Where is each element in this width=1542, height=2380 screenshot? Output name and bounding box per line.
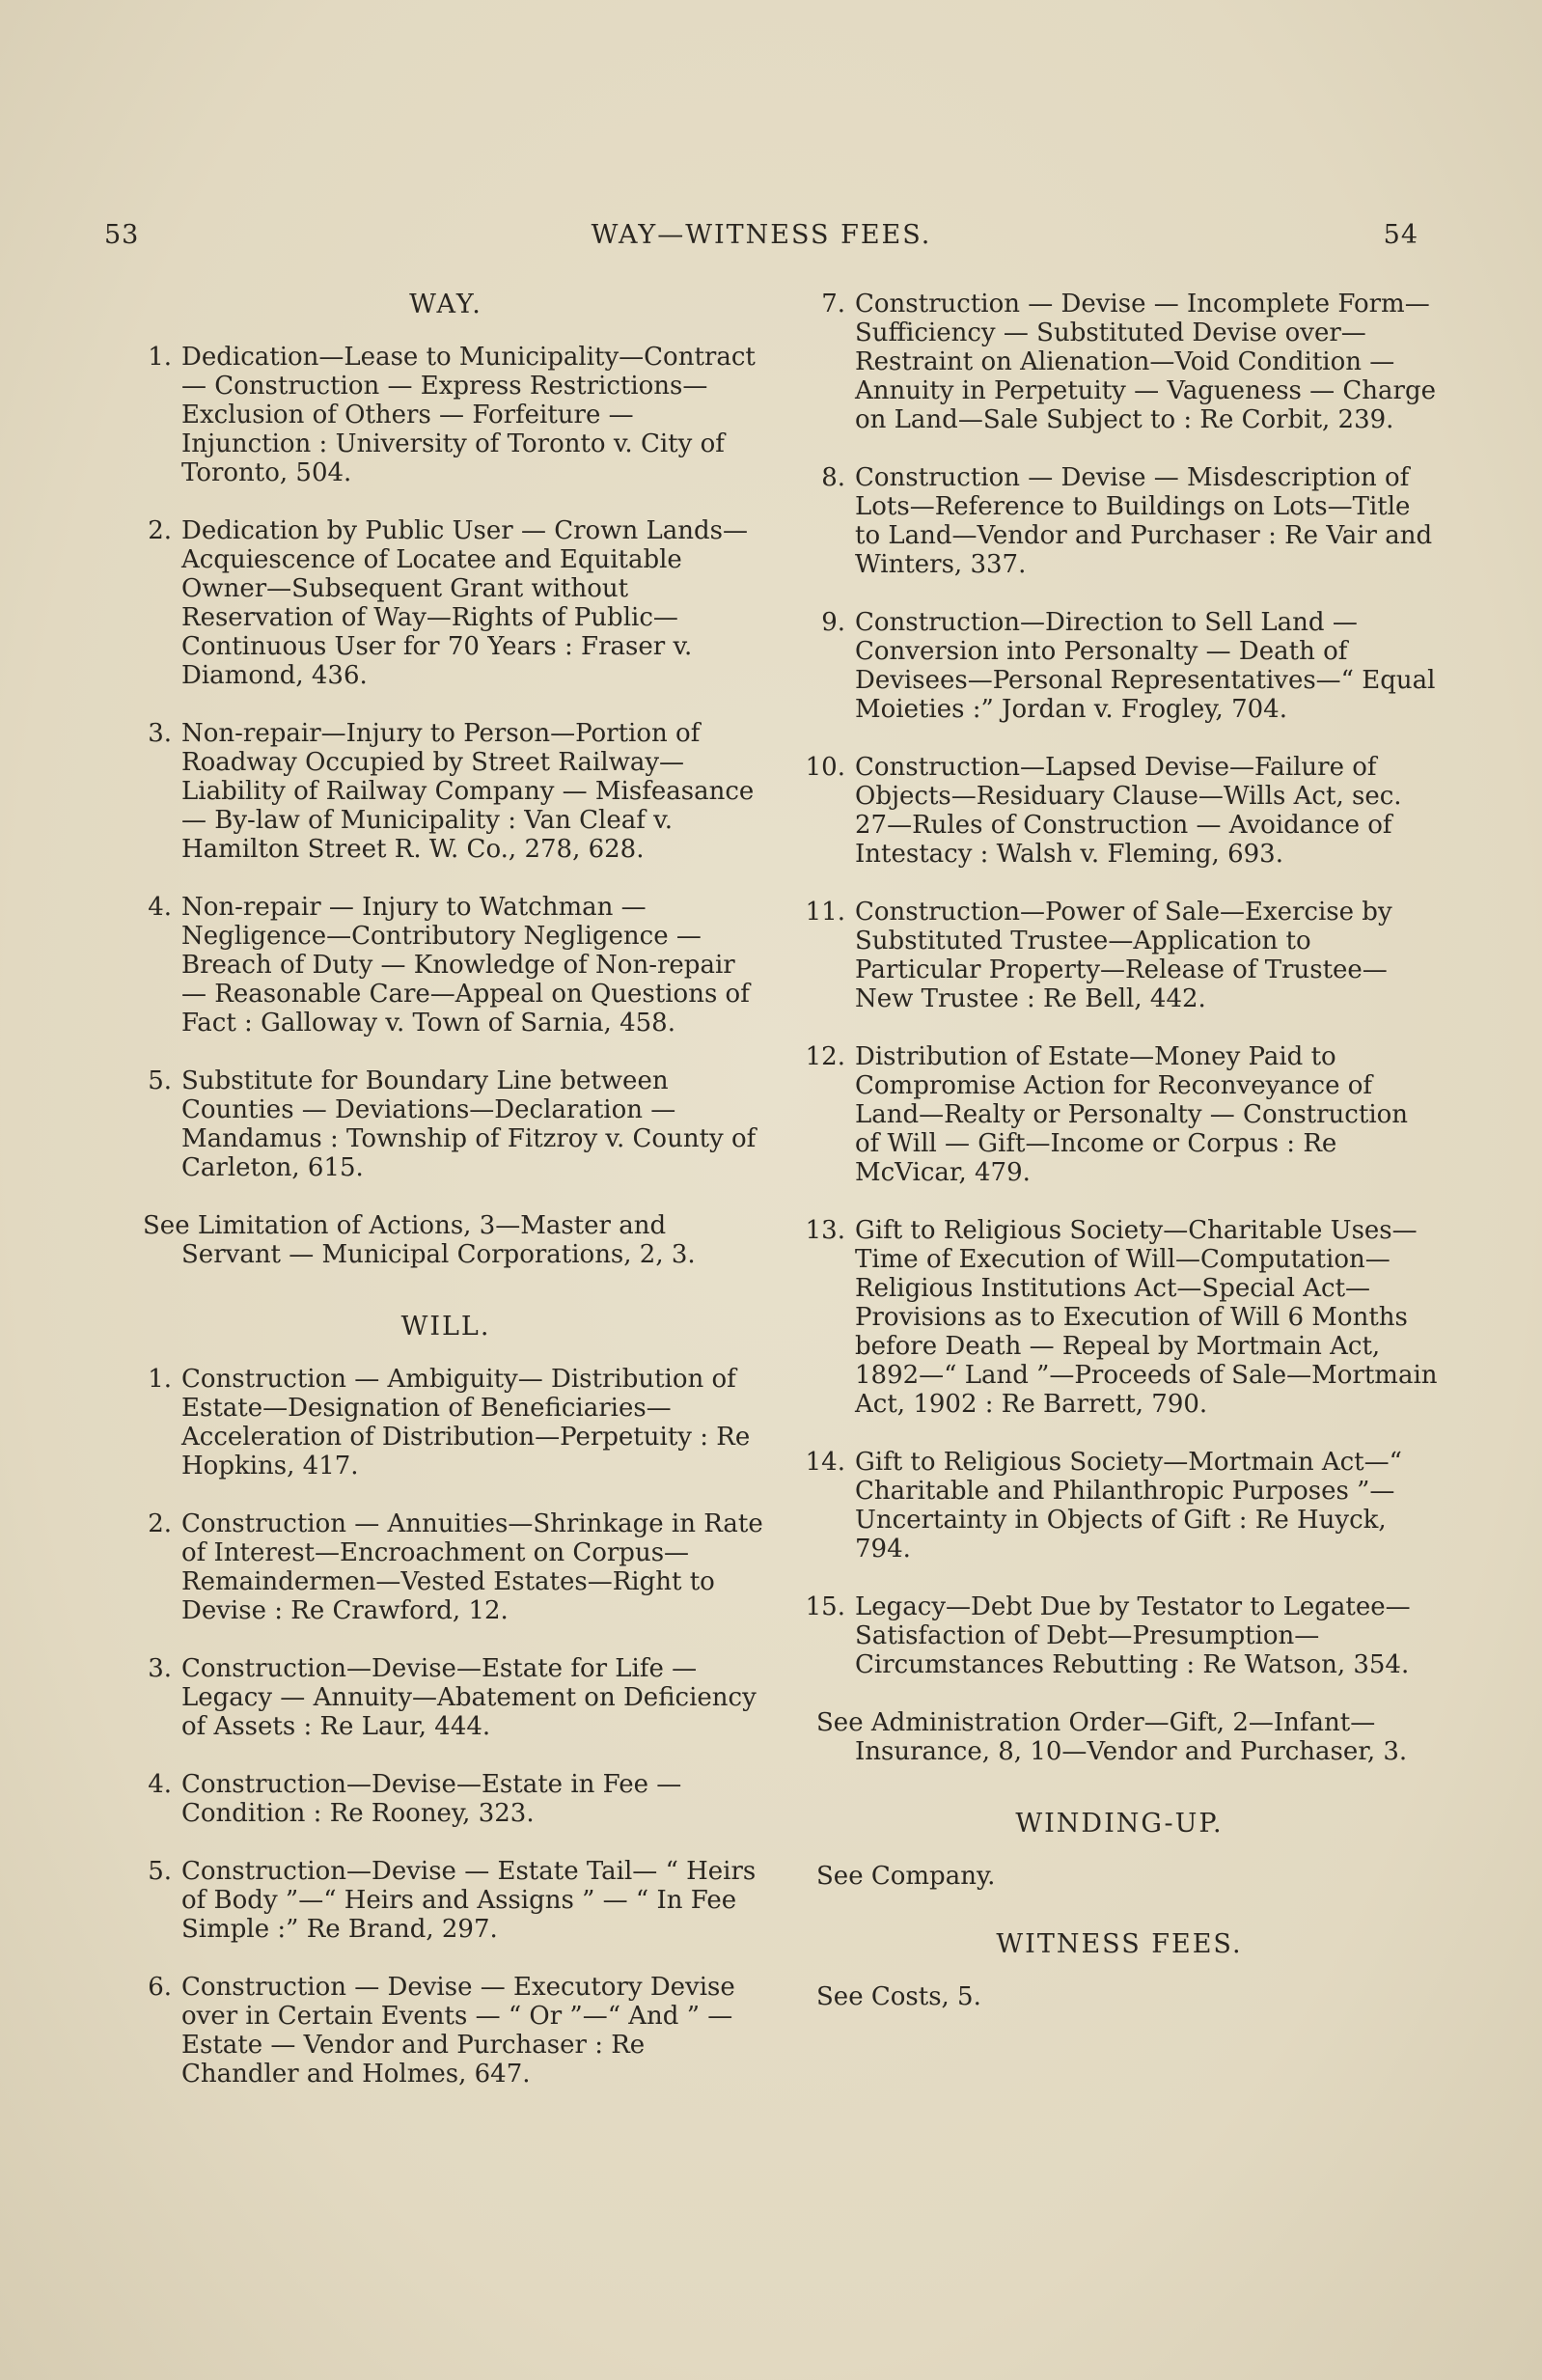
winding-up-see-also: See Company. bbox=[816, 1862, 996, 1891]
section-title-way: WAY. bbox=[409, 290, 482, 319]
right-column bbox=[782, 290, 1438, 2050]
will-entry: 14. Gift to Religious Society—Mortmain Act—“ Charitable and Philanthropic Purposes ”—Uncertainty in Objects of Gift : Re Huyck, 794. bbox=[805, 1448, 1402, 1564]
section-title-witness-fees: WITNESS FEES. bbox=[996, 1929, 1243, 1959]
way-see-also: See Limitation of Actions, 3—Master and Servant — Municipal Corporations, 2, 3. bbox=[143, 1211, 696, 1269]
will-entry: 13. Gift to Religious Society—Charitable Uses—Time of Execution of Will—Computation—Religious Institutions Act—Special Act—Provisions as to Execution of Will 6 Months before Death — Repeal by Mortmain Act, 1892—“ Land ”—Proceeds of Sale—Mortmain Act, 1902 : Re Barrett, 790. bbox=[805, 1216, 1438, 1419]
page-number-right: 54 bbox=[1383, 220, 1418, 250]
will-entry: 15. Legacy—Debt Due by Testator to Legatee—Satisfaction of Debt—Presumption—Circumstances Rebutting : Re Watson, 354. bbox=[805, 1592, 1411, 1679]
way-entry: 4. Non-repair — Injury to Watchman — Negligence—Contributory Negligence — Breach of Duty — Knowledge of Non-repair — Reasonable Care—Appeal on Questions of Fact : Galloway v. Town of Sarnia, 458. bbox=[148, 893, 750, 1038]
will-entry: 5. Construction—Devise — Estate Tail— “ Heirs of Body ”—“ Heirs and Assigns ” — “ In Fee Simple :” Re Brand, 297. bbox=[148, 1857, 757, 1944]
will-entry: 7. Construction — Devise — Incomplete Form—Sufficiency — Substituted Devise over—Restraint on Alienation—Void Condition — Annuity in Perpetuity — Vagueness — Charge on Land—Sale Subject to : Re Corbit, 239. bbox=[821, 290, 1437, 434]
page-number-left: 53 bbox=[104, 220, 140, 250]
left-column bbox=[108, 290, 764, 2117]
section-title-winding-up: WINDING-UP. bbox=[1015, 1809, 1224, 1839]
will-entry: 1. Construction — Ambiguity— Distribution of Estate—Designation of Beneficiaries—Acceleration of Distribution—Perpetuity : Re Hopkins, 417. bbox=[148, 1365, 751, 1481]
section-title-will: WILL. bbox=[400, 1312, 491, 1342]
will-entry: 9. Construction—Direction to Sell Land — Conversion into Personalty — Death of Devisees—Personal Representatives—“ Equal Moieties :” Jordan v. Frogley, 704. bbox=[821, 608, 1436, 724]
way-entry: 3. Non-repair—Injury to Person—Portion of Roadway Occupied by Street Railway—Liability of Railway Company — Misfeasance — By-law of Municipality : Van Cleaf v. Hamilton Street R. W. Co., 278, 628. bbox=[148, 719, 755, 864]
will-entry: 6. Construction — Devise — Executory Devise over in Certain Events — “ Or ”—“ And ” — Estate — Vendor and Purchaser : Re Chandler and Holmes, 647. bbox=[148, 1973, 735, 2089]
will-see-also: See Administration Order—Gift, 2—Infant—Insurance, 8, 10—Vendor and Purchaser, 3. bbox=[816, 1708, 1408, 1766]
way-entry: 1. Dedication—Lease to Municipality—Contract — Construction — Express Restrictions—Exclusion of Others — Forfeiture — Injunction : University of Toronto v. City of Toronto, 504. bbox=[148, 343, 756, 487]
will-entry: 2. Construction — Annuities—Shrinkage in Rate of Interest—Encroachment on Corpus—Remaindermen—Vested Estates—Right to Devise : Re Crawford, 12. bbox=[148, 1509, 763, 1625]
will-entry: 8. Construction — Devise — Misdescription of Lots—Reference to Buildings on Lots—Title to Land—Vendor and Purchaser : Re Vair and Winters, 337. bbox=[821, 463, 1433, 579]
will-entry: 3. Construction—Devise—Estate for Life —Legacy — Annuity—Abatement on Deficiency of Assets : Re Laur, 444. bbox=[148, 1654, 757, 1741]
way-entry: 5. Substitute for Boundary Line between Counties — Deviations—Declaration —Mandamus : Township of Fitzroy v. County of Carleton, 615. bbox=[148, 1066, 757, 1182]
running-title: WAY—WITNESS FEES. bbox=[591, 220, 932, 250]
will-entry: 11. Construction—Power of Sale—Exercise by Substituted Trustee—Application to Particular Property—Release of Trustee—New Trustee : Re Bell, 442. bbox=[805, 898, 1392, 1013]
page-header bbox=[104, 220, 1418, 259]
will-entry: 10. Construction—Lapsed Devise—Failure of Objects—Residuary Clause—Wills Act, sec. 27—Rules of Construction — Avoidance of Intestacy : Walsh v. Fleming, 693. bbox=[805, 753, 1402, 869]
witness-fees-see-also: See Costs, 5. bbox=[816, 1982, 981, 2011]
will-entry: 4. Construction—Devise—Estate in Fee —Condition : Re Rooney, 323. bbox=[148, 1770, 682, 1828]
will-entry: 12. Distribution of Estate—Money Paid to Compromise Action for Reconveyance of Land—Realty or Personalty — Construction of Will — Gift—Income or Corpus : Re McVicar, 479. bbox=[805, 1042, 1409, 1187]
way-entry: 2. Dedication by Public User — Crown Lands—Acquiescence of Locatee and Equitable Owner—Subsequent Grant without Reservation of Way—Rights of Public—Continuous User for 70 Years : Fraser v. Diamond, 436. bbox=[148, 516, 748, 690]
